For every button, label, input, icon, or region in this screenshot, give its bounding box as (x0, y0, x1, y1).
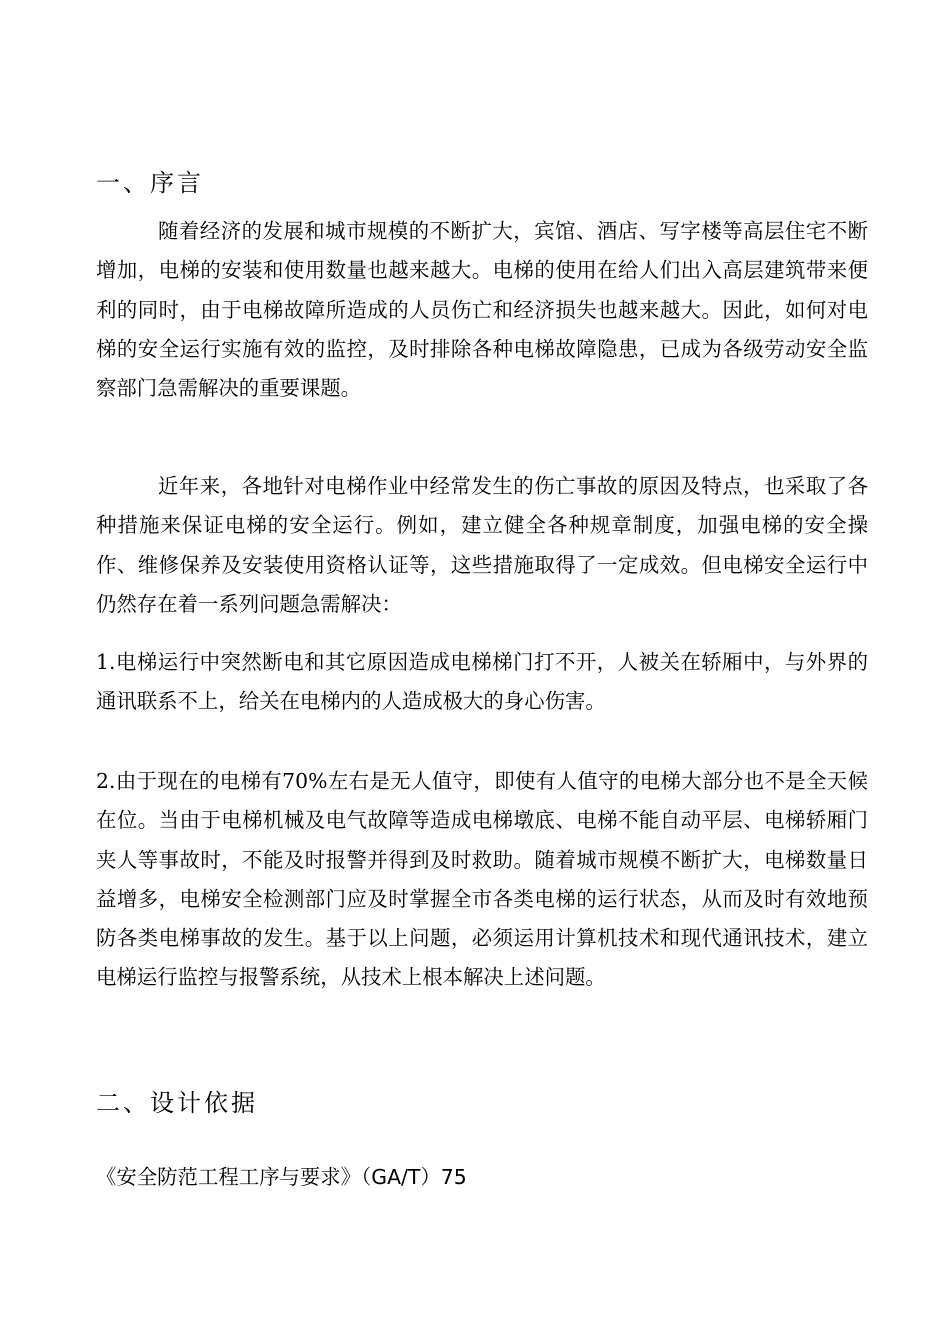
paragraph-intro: 随着经济的发展和城市规模的不断扩大，宾馆、酒店、写字楼等高层住宅不断增加，电梯的安装和使用数量也越来越大。电梯的使用在给人们出入高层建筑带来便利的同时，由于电梯故障所造成的人员伤亡和经济损失也越来越大。因此，如何对电梯的安全运行实施有效的监控，及时排除各种电梯故障隐患，已成为各级劳动安全监察部门急需解决的重要课题。 (96, 219, 868, 401)
reference-code: （GA/T）75 (361, 1165, 467, 1189)
reference-standard (96, 1162, 467, 1192)
list-item-2: 2.由于现在的电梯有70%左右是无人值守，即使有人值守的电梯大部分也不是全天候在位。当由于电梯机械及电气故障等造成电梯墩底、电梯不能自动平层、电梯轿厢门夹人等事故时，不能及时报警并得到及时救助。随着城市规模不断扩大，电梯数量日益增多，电梯安全检测部门应及时掌握全市各类电梯的运行状态，从而及时有效地预防各类电梯事故的发生。基于以上问题，必须运用计算机技术和现代通讯技术，建立电梯运行监控与报警系统，从技术上根本解决上述问题。 (96, 769, 868, 990)
section-heading-design-basis: 二、设计依据 (96, 1089, 258, 1117)
reference-title: 《安全防范工程工序与要求》 (96, 1165, 362, 1189)
list-item-1: 1.电梯运行中突然断电和其它原因造成电梯梯门打不开，人被关在轿厢中，与外界的通讯联系不上，给关在电梯内的人造成极大的身心伤害。 (96, 650, 868, 714)
paragraph-measures: 近年来，各地针对电梯作业中经常发生的伤亡事故的原因及特点，也采取了各种措施来保证电梯的安全运行。例如，建立健全各种规章制度，加强电梯的安全操作、维修保养及安装使用资格认证等，这些措施取得了一定成效。但电梯安全运行中仍然存在着一系列问题急需解决： (96, 474, 868, 616)
section-heading-preface: 一、序言 (96, 169, 204, 197)
